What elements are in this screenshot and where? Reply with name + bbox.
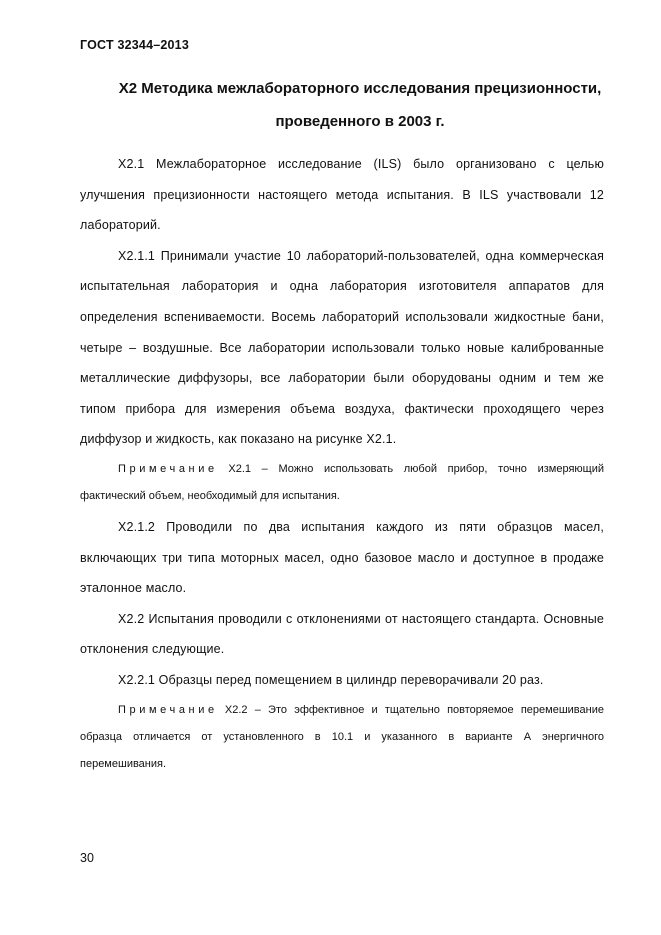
paragraph-x2-2: Х2.2 Испытания проводили с отклонениями от настоящего стандарта. Основные отклонения следующие. [80,611,604,657]
note-label: Примечание [118,462,218,475]
note-label: Примечание [118,703,218,716]
document-header: ГОСТ 32344–2013 [80,38,189,52]
note-text: Х2.2 – Это эффективное и тщательно повторяемое перемешивание образца отличается от установленного в 10.1 и указанного в варианте А энергичного перемешивания. [80,703,604,770]
page-number: 30 [80,851,94,865]
note-text: Х2.1 – Можно использовать любой прибор, точно измеряющий фактический объем, необходимый для испытания. [80,462,604,502]
document-body [80,149,604,780]
note-x2-2 [80,697,604,778]
paragraph-x2-2-1: Х2.2.1 Образцы перед помещением в цилиндр переворачивали 20 раз. [118,672,544,687]
paragraph-x2-1-1: Х2.1.1 Принимали участие 10 лабораторий-пользователей, одна коммерческая испытательная лаборатория и одна лаборатория изготовителя аппаратов для определения вспениваемости. Восемь лабораторий использовали жидкостные бани, четыре – воздушные. Все лаборатории использовали только новые калиброванные металлические диффузоры, все лаборатории были оборудованы одним и тем же типом прибора для измерения объема воздуха, фактически проходящего через диффузор и жидкость, как показано на рисунке Х2.1. [80,248,604,447]
paragraph-x2-1: Х2.1 Межлабораторное исследование (ILS) было организовано с целью улучшения прецизионности настоящего метода испытания. В ILS участвовали 12 лабораторий. [80,157,604,233]
note-x2-1 [80,456,604,510]
section-title-continuation: проведенного в 2003 г. [275,113,445,130]
section-title: Х2 Методика межлабораторного исследования прецизионности, [118,80,602,97]
paragraph-x2-1-2: Х2.1.2 Проводили по два испытания каждого из пяти образцов масел, включающих три типа моторных масел, одно базовое масло и доступное в продаже эталонное масло. [80,519,604,596]
